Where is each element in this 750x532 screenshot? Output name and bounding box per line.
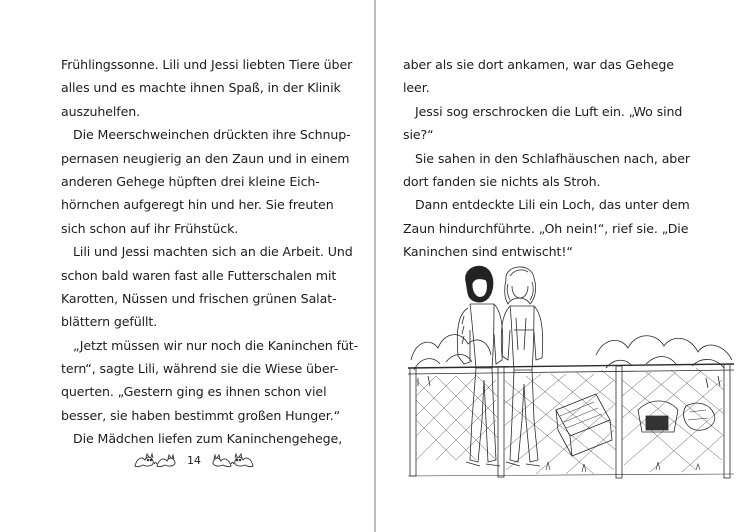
text-line: Karotten, Nüssen und frischen grünen Salat- [61, 290, 337, 306]
text-line: blättern gefüllt. [61, 314, 158, 330]
text-line: Lili und Jessi machten sich an die Arbeit. Und [73, 244, 353, 260]
page-footer [133, 451, 255, 469]
text-line: Sie sahen in den Schlafhäuschen nach, aber [415, 150, 690, 166]
text-line: Dann entdeckte Lili ein Loch, das unter dem [415, 197, 690, 213]
text-line: besser, sie haben bestimmt großen Hunger.“ [61, 407, 341, 423]
text-line: Zaun hindurchführte. „Oh nein!“, rief sie. „Die [403, 220, 689, 236]
text-line: Kaninchen sind entwischt!“ [403, 244, 573, 260]
text-line: aber als sie dort ankamen, war das Gehege [403, 57, 674, 72]
text-line: dort fanden sie nichts als Stroh. [403, 173, 601, 189]
page-number: 14 [187, 453, 201, 467]
text-line: auszuhelfen. [61, 103, 141, 119]
text-line: Frühlingssonne. Lili und Jessi liebten Tiere über [61, 57, 353, 72]
text-line: anderen Gehege hüpften drei kleine Eich- [61, 173, 320, 189]
left-page [0, 0, 374, 532]
cat-ornament-icon [211, 452, 255, 468]
right-page [376, 0, 750, 532]
text-line: alles und es machte ihnen Spaß, in der Klinik [61, 80, 341, 96]
text-line: sie?“ [403, 127, 434, 143]
text-line: hörnchen aufgeregt hin und her. Sie freuten [61, 197, 334, 213]
text-line: leer. [403, 80, 430, 96]
cat-ornament-icon [133, 452, 177, 468]
left-page-text [61, 53, 359, 451]
right-page-text [403, 53, 690, 264]
text-line: schon bald waren fast alle Futterschalen mit [61, 267, 337, 283]
text-line: pernasen neugierig an den Zaun und in einem [61, 150, 350, 166]
text-line: Die Meerschweinchen drückten ihre Schnup- [73, 127, 351, 143]
girls-at-rabbit-enclosure-illustration [406, 260, 736, 480]
text-line: Jessi sog erschrocken die Luft ein. „Wo sind [415, 103, 683, 119]
text-line: tern“, sagte Lili, während sie die Wiese über- [61, 361, 339, 377]
text-line: Die Mädchen liefen zum Kaninchengehege, [73, 431, 343, 447]
text-line: „Jetzt müssen wir nur noch die Kaninchen füt- [73, 337, 359, 353]
text-line: querten. „Gestern ging es ihnen schon viel [61, 384, 327, 400]
text-line: sich schon auf ihr Frühstück. [61, 220, 239, 236]
